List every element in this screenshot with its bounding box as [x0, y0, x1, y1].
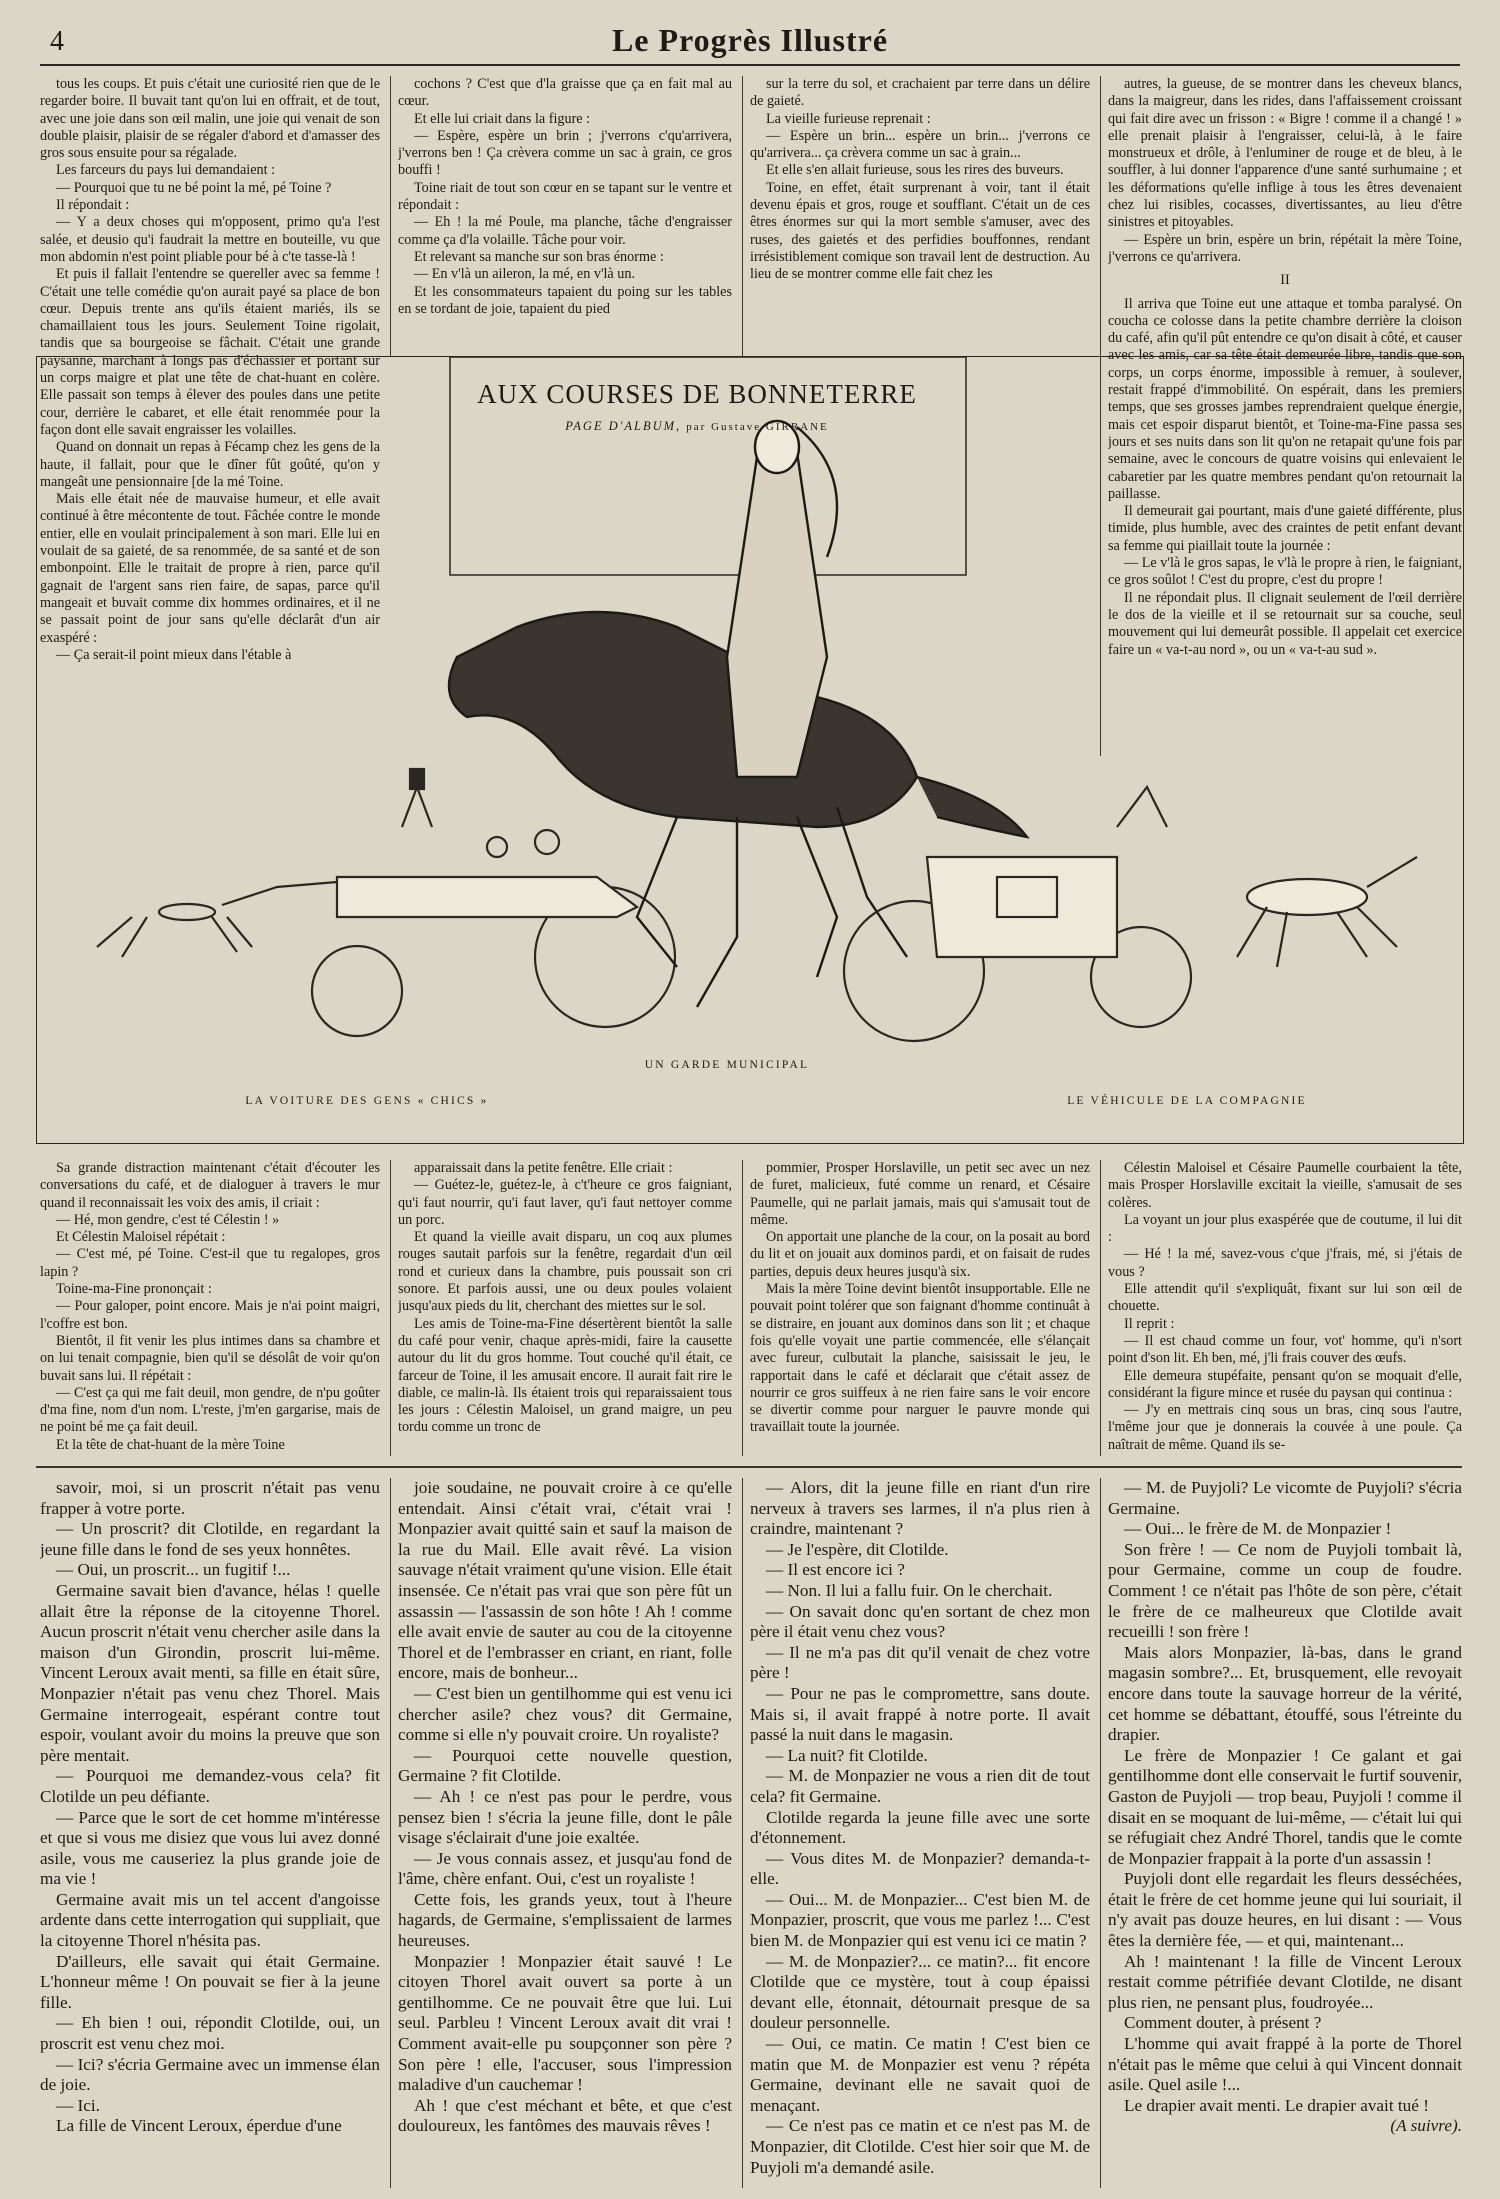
paragraph: La voyant un jour plus exaspérée que de coutume, il lui dit : [1108, 1211, 1462, 1246]
column-rule [390, 1160, 391, 1456]
column-rule [742, 1160, 743, 1456]
paragraph: Les amis de Toine-ma-Fine désertèrent bientôt la salle du café pour venir, chaque après-midi, faire la causette autour du lit du gros homme. Tout couché qu'il était, ce farceur de Toine, il les amusait encore. Il aurait fait rire le diable, ce malin-là. Ils étaient trois qui reparaissaient tous les jours : Célestin Maloisel, un grand maigre, un peu tordu comme un tronc de [398, 1315, 732, 1436]
paragraph: Monpazier ! Monpazier était sauvé ! Le citoyen Thorel avait ouvert sa porte à un gentilhomme. Ce ne pouvait être que lui. Lui seul. Parbleu ! Vincent Leroux avait dit vrai ! Comment avait-elle pu soupçonner son père ? Son père ! elle, l'accuser, sous l'impression maladive d'un cauchemar ! [398, 1951, 732, 2095]
paragraph: — Ah ! ce n'est pas pour le perdre, vous pensez bien ! s'écria la jeune fille, dont le pâle visage s'éclairait d'une joie exaltée. [398, 1786, 732, 1848]
horse-tail [917, 777, 1027, 837]
paragraph: — C'est bien un gentilhomme qui est venu ici chercher asile? chez vous? dit Germaine, comme si elle n'y pouvait croire. Un royaliste? [398, 1683, 732, 1745]
paragraph: tous les coups. Et puis c'était une curiosité rien que de le regarder boire. Il buvait tant qu'on lui en offrait, et de tout, avec une joie dans son œil malin, une joie qui venait de son double plaisir, plaisir de se régaler d'abord et d'amasser des gros sous ensuite pour sa régalade. [40, 76, 380, 162]
caption-right: LE VÉHICULE DE LA COMPAGNIE [1067, 1095, 1307, 1107]
paragraph: — La nuit? fit Clotilde. [766, 1745, 928, 1765]
subtitle-label: PAGE D'ALBUM, [565, 419, 682, 433]
paragraph: Clotilde regarda la jeune fille avec une sorte d'étonnement. [750, 1807, 1090, 1848]
horse-legs-right [1237, 907, 1397, 967]
paragraph: Et relevant sa manche sur son bras énorme : [414, 248, 664, 265]
paragraph: — Pour ne pas le compromettre, sans doute. Mais si, il avait frappé à notre porte. Il avait passé la nuit dans le magasin. [750, 1683, 1090, 1745]
horse-body-central [449, 612, 917, 827]
horse-legs-central [637, 807, 907, 1007]
column-rule [742, 1478, 743, 2188]
paragraph: — Un proscrit? dit Clotilde, en regardant la jeune fille dans le fond de ses yeux honnêtes. [40, 1519, 380, 1559]
paragraph: Il arriva que Toine eut une attaque et tomba paralysé. On coucha ce colosse dans la petite chambre derrière la cloison du café, afin qu'il pût entendre ce qu'on disait à côté, et causer avec les amis, car sa tête était demeurée libre, tandis que son corps, un corps énorme, impossible à remuer, à soulever, restait frappé d'immobilité. On espérait, dans les premiers temps, que ses grosses jambes reprendraient quelque énergie, mais cet espoir disparut bientôt, et Toine-ma-Fine passa ses jours et ses nuits dans son lit qu'on ne retapait qu'une fois par semaine, avec le concours de quatre voisins qui enlevaient le cabaretier par les quatre membres pendant qu'on retournait la paillasse. [1108, 295, 1462, 502]
paragraph: Et puis il fallait l'entendre se quereller avec sa femme ! C'était une telle comédie qu'on aurait payé sa place de bon cœur. Depuis trente ans qu'ils étaient mariés, ils se chamaillaient tous les jours. Seulement Toine rigolait, tandis que sa bourgeoise se fâchait. C'était une grande paysanne, marchant à longs pas d'échassier et portant sur un corps maigre et plat une tête de chat-huant en colère. Elle passait son temps à élever des poules dans une petite cour, derrière le cabaret, et elle était renommée pour la façon dont elle savait engraisser les volailles. [40, 266, 380, 438]
paragraph: La vieille furieuse reprenait : [766, 110, 931, 127]
paragraph: — M. de Monpazier ne vous a rien dit de tout cela? fit Germaine. [750, 1766, 1090, 1806]
paragraph: D'ailleurs, elle savait qui était Germaine. L'honneur même ! On pouvait se fier à la jeune fille. [40, 1951, 380, 2012]
paragraph: joie soudaine, ne pouvait croire à ce qu'elle entendait. Ainsi c'était vrai, c'était vrai ! Monpazier avait quitté sain et sauf la maison de la rue du Mail. Elle avait rêvé. La vision sauvage n'était vraiment qu'une vision. Elle était insensée. Ce n'était pas vrai que son père fût un assassin — l'assassin de son hôte ! Ah ! comme elle avait envie de sauter au cou de la citoyenne Thorel et de l'embrasser en criant, en riant, folle encore, mais de bonheur... [398, 1478, 732, 1683]
section-rule [36, 1466, 1462, 1468]
illustration-title: AUX COURSES DE BONNETERRE [477, 379, 917, 409]
middle-column-1 [40, 1160, 380, 1460]
paragraph: Toine riait de tout son cœur en se tapant sur le ventre et répondait : [398, 179, 732, 214]
horse-neck-right [1367, 857, 1417, 887]
paragraph: — Oui, ce matin. Ce matin ! C'est bien ce matin que M. de Monpazier est venu ? répéta Germaine, devinant elle ne savait quoi de menaçant. [750, 2034, 1090, 2115]
paragraph: — Le v'là le gros sapas, le v'là le propre à rien, le faigniant, ce gros soûlot ! C'est du propre, c'est du propre ! [1108, 555, 1462, 589]
left-carriage-drawing [97, 769, 675, 1036]
paragraph: Le drapier avait menti. Le drapier avait tué ! [1124, 2095, 1429, 2115]
column-rule [390, 1478, 391, 2188]
paragraph: — Parce que le sort de cet homme m'intéresse et que si vous me disiez que vous lui avez donné asile, vous me causeriez la plus grande joie de ma vie ! [40, 1807, 380, 1889]
paragraph: Le frère de Monpazier ! Ce galant et gai gentilhomme dont elle conservait le furtif souvenir, Gaston de Puyjoli — trop beau, Puyjoli ! comme il disait en se moquant de lui-même, — c'était lui qui se réfugiait chez André Thorel, tandis que le comte de Monpazier frappait à la porte d'un assassin ! [1108, 1745, 1462, 1868]
illustration-frame [36, 356, 1464, 1144]
paragraph: Il ne répondait plus. Il clignait seulement de l'œil derrière le dos de la vieille et il se retournait sur sa couche, seul mouvement qui lui demeurât possible. Il appelait cet exercice faire un « va-t-au nord », ou un « va-t-au sud ». [1108, 589, 1462, 658]
paragraph: — Espère un brin, espère un brin, répétait la mère Toine, j'verrons ce qu'arrivera. [1108, 231, 1462, 265]
driver-hat [410, 769, 424, 789]
paragraph: L'homme qui avait frappé à la porte de Thorel n'était pas le même que celui à qui Vincent donnait asile. Quel asile !... [1108, 2034, 1462, 2095]
paragraph: — On savait donc qu'en sortant de chez mon père il était venu chez vous? [750, 1601, 1090, 1642]
paragraph: Cette fois, les grands yeux, tout à l'heure hagards, de Germaine, s'emplissaient de larmes heureuses. [398, 1889, 732, 1951]
paragraph: Et elle lui criait dans la figure : [414, 110, 591, 127]
paragraph: Et quand la vieille avait disparu, un coq aux plumes rouges sautait parfois sur la fenêtre, regardait d'un œil rond et curieux dans la chambre, puis poussait son cri sonore. Et parfois aussi, une ou deux poules volaient jusqu'aux pieds du lit, cherchant des miettes sur le sol. [398, 1229, 732, 1315]
caption-left: LA VOITURE DES GENS « CHICS » [245, 1095, 489, 1107]
paragraph: savoir, moi, si un proscrit n'était pas venu frapper à votre porte. [40, 1478, 380, 1518]
harness-line [222, 882, 337, 905]
paragraph: — Pourquoi que tu ne bé point la mé, pé Toine ? [56, 179, 332, 196]
paragraph: — Oui... le frère de M. de Monpazier ! [1124, 1519, 1392, 1539]
paragraph: Les farceurs du pays lui demandaient : [56, 162, 276, 179]
paragraph: Sa grande distraction maintenant c'était d'écouter les conversations du café, et de dialoguer à travers le mur quand il reconnaissait les voix des amis, il criait : [40, 1160, 380, 1211]
paragraph: Elle demeura stupéfaite, pensant qu'on se moquait d'elle, considérant la figure mince et rusée du paysan qui continua : [1108, 1367, 1462, 1401]
paragraph: Il répondait : [56, 197, 130, 214]
paragraph: — M. de Monpazier?... ce matin?... fit encore Clotilde que ce mystère, tout à coup épaissi devant elle, étonnait, détournait presque de sa douleur personnelle. [750, 1951, 1090, 2033]
paragraph: Célestin Maloisel et Césaire Paumelle courbaient la tête, mais Prosper Horslaville excitait la vieille, s'amusait de ses colères. [1108, 1160, 1462, 1211]
paragraph: Et Célestin Maloisel répétait : [56, 1229, 226, 1246]
paragraph: — C'est mé, pé Toine. C'est-il que tu regalopes, gros lapin ? [40, 1246, 380, 1280]
horse-legs-left [97, 917, 252, 957]
paragraph: — Pourquoi cette nouvelle question, Germaine ? fit Clotilde. [398, 1745, 732, 1786]
paragraph: — C'est ça qui me fait deuil, mon gendre, de n'pu goûter d'ma fine, nom d'un nom. L'reste, j'm'en gargarise, mais de ne point bé me ça fait deuil. [40, 1384, 380, 1436]
paragraph: autres, la gueuse, de se montrer dans les cheveux blancs, dans la maigreur, dans les rides, dans l'affaissement croissant qui fait dire avec un frisson : « Bigre ! comme il a changé ! » elle prenait plaisir à l'engraisser, celui-là, à le faire monstrueux et drôle, à l'enluminer de rouge et de bleu, à le souffler, à lui donner l'apparence d'une santé surhumaine ; et les déformations qu'elle inflige à tous les êtres devenaient chez lui risibles, cocasses, divertissantes, au lieu d'être sinistres et pitoyables. [1108, 76, 1462, 231]
column-rule [1100, 1478, 1101, 2188]
paragraph: — Pourquoi me demandez-vous cela? fit Clotilde un peu défiante. [40, 1766, 380, 1806]
paragraph: Ah ! maintenant ! la fille de Vincent Leroux restait comme pétrifiée devant Clotilde, ne disant plus rien, ne pensant plus, foudroyée... [1108, 1951, 1462, 2012]
paragraph: — Espère un brin... espère un brin... j'verrons ce qu'arrivera... ça crèvera comme un sac à grain... [750, 127, 1090, 162]
paragraph: — Ça serait-il point mieux dans l'étable à [56, 646, 292, 663]
top-column-3 [750, 76, 1090, 351]
to-be-continued: (A suivre). [1390, 2116, 1462, 2136]
coachman-figure [1117, 787, 1167, 827]
paragraph: — Eh ! la mé Poule, ma planche, tâche d'engraisser comme ça d'la volaille. Tâche pour voir. [398, 214, 732, 248]
paragraph: Il reprit : [1124, 1315, 1175, 1332]
page-header [40, 20, 1460, 66]
passenger-2 [535, 830, 559, 854]
paragraph: apparaissait dans la petite fenêtre. Elle criait : [414, 1160, 673, 1176]
paragraph: Mais elle était née de mauvaise humeur, et elle avait continué à être mécontente de tout. Fâchée contre le monde entier, elle en voulait principalement à son mari. Elle lui en voulait de sa gaieté, de sa renommée, de sa santé et de son embonpoint. Elle le traitait de propre à rien, parce qu'il gagnait de l'argent sans rien faire, de sapas, parce qu'il mangeait et buvait comme dix hommes ordinaires, et il ne se passait point de jour sans qu'elle déclarât d'un air exaspéré : [40, 491, 380, 646]
masthead: Le Progrès Illustré [611, 22, 889, 58]
paragraph: Quand on donnait un repas à Fécamp chez les gens de la haute, il fallait, pour que le dîner fût goûté, qu'on y mangeât une pensionnaire [de la mé Toine. [40, 439, 380, 490]
paragraph: — Ce n'est pas ce matin et ce n'est pas M. de Monpazier, dit Clotilde. C'est hier soir que M. de Puyjoli m'a demandé asile. [750, 2116, 1090, 2177]
paragraph: — Non. Il lui a fallu fuir. On le cherchait. [766, 1580, 1053, 1600]
paragraph: — Vous dites M. de Monpazier? demanda-t-elle. [750, 1848, 1090, 1889]
paragraph: Mais alors Monpazier, là-bas, dans le grand magasin sombre?... Et, brusquement, elle revoyait encore dans toute la sauvage horreur de la vérité, cet homme se débattant, étouffé, sous l'étreinte du drapier. [1108, 1642, 1462, 1745]
paragraph: Et les consommateurs tapaient du poing sur les tables en se tordant de joie, tapaient du pied [398, 283, 732, 317]
paragraph: Bientôt, il fit venir les plus intimes dans sa chambre et on lui tenait compagnie, bien qu'il se désolât de voir qu'on buvait sans lui. Il répétait : [40, 1332, 380, 1384]
caption-center: UN GARDE MUNICIPAL [644, 1059, 810, 1071]
paragraph: La fille de Vincent Leroux, éperdue d'une [56, 2116, 342, 2136]
paragraph: Puyjoli dont elle regardait les fleurs desséchées, était le frère de cet homme jeune qui lui souriait, il n'y avait pas douze heures, en lui disant : — Vous êtes la dernière fée, — et qui, maintenant... [1108, 1869, 1462, 1951]
paragraph: — En v'là un aileron, la mé, en v'là un. [414, 266, 636, 283]
paragraph: — Alors, dit la jeune fille en riant d'un rire nerveux à travers ses larmes, il n'a plus rien à craindre, maintenant ? [750, 1478, 1090, 1539]
passenger-1 [487, 837, 507, 857]
bottom-column-2 [398, 1478, 732, 2188]
right-carriage-drawing [844, 787, 1417, 1041]
paragraph: — Espère, espère un brin ; j'verrons c'qu'arrivera, j'verrons ben ! Ça crèvera comme un sac à grain, ce gros bouffi ! [398, 127, 732, 179]
paragraph: — J'y en mettrais cinq sous un bras, cinq sous l'autre, l'même jour que je donnerais la couvée à une poule. Ça naîtrait de même. Quand ils se- [1108, 1402, 1462, 1453]
paragraph: Germaine savait bien d'avance, hélas ! quelle allait être la réponse de la citoyenne Thorel. Aucun proscrit n'était venu chercher asile dans la maison d'un Girondin, proscrit lui-même. Vincent Leroux avait menti, sa fille en était sûre, Monpazier n'était pas venu chez Thorel. Mais Germaine interrogeait, espérant contre tout espoir, voulant avoir du moins la preuve que son père mentait. [40, 1580, 380, 1765]
horse-race-engraving [37, 357, 1463, 1143]
illustration-author: par Gustave GIRRANE [686, 421, 829, 433]
paragraph: — Oui, un proscrit... un fugitif !... [56, 1560, 291, 1580]
paragraph: — Oui... M. de Monpazier... C'est bien M. de Monpazier, proscrit, que vous me parlez !... C'est bien M. de Monpazier qui est venu ici ce matin ? [750, 1889, 1090, 1951]
middle-column-2 [398, 1160, 732, 1460]
paragraph: Son frère ! — Ce nom de Puyjoli tombait là, pour Germaine, comme un coup de foudre. Comment ! ce n'était pas l'hôte de son père, c'était le frère de ce malheureux que Clotilde avait recueilli ! son frère ! [1108, 1539, 1462, 1642]
paragraph: Il demeurait gai pourtant, mais d'une gaieté différente, plus timide, plus humble, avec des craintes de petit enfant devant sa femme qui piaillait toute la journée : [1108, 503, 1462, 554]
paragraph: cochons ? C'est que d'la graisse que ça en fait mal au cœur. [398, 76, 732, 110]
horse-body-left [159, 904, 215, 920]
paragraph: — Y a deux choses qui m'opposent, primo qu'a l'est salée, et deusio qu'i faudrait la mettre en bouteille, vu que mon abdomin n'est point pliable pour bé à c'te tasse-là ! [40, 214, 380, 265]
paragraph: — Je l'espère, dit Clotilde. [766, 1539, 949, 1559]
column-rule [390, 76, 391, 356]
paragraph: — Pour galoper, point encore. Mais je n'ai point maigri, l'coffre est bon. [40, 1298, 380, 1332]
paragraph: Et la tête de chat-huant de la mère Toine [56, 1436, 285, 1453]
paragraph: — Hé, mon gendre, c'est té Célestin ! » [56, 1211, 280, 1228]
page-number: 4 [50, 26, 64, 57]
illustration-subtitle [477, 419, 917, 434]
paragraph: — Ici? s'écria Germaine avec un immense élan de joie. [40, 2054, 380, 2095]
bottom-column-3 [750, 1478, 1090, 2188]
paragraph: Germaine avait mis un tel accent d'angoisse ardente dans cette interrogation qui suppliait, que la citoyenne Thorel n'hésita pas. [40, 1889, 380, 1951]
middle-column-3 [750, 1160, 1090, 1460]
paragraph: pommier, Prosper Horslaville, un petit sec avec un nez de furet, malicieux, futé comme un renard, et Césaire Paumelle, qui ne parlait jamais, mais qui s'amusait tout de même. [750, 1160, 1090, 1228]
paragraph: Mais la mère Toine devint bientôt insupportable. Elle ne pouvait point tolérer que son faignant d'homme continuât à se distraire, en jouant aux dominos dans son lit ; et chaque fois qu'elle voyait une partie commencée, elle s'élançait avec fureur, culbutait la planche, saisissait le jeu, le rapportait dans le café et déclarait que c'était assez de nourrir ce gros suiffeux à ne rien faire sans le voir encore se divertir comme pour narguer le pauvre monde qui travaillait toute la journée. [750, 1281, 1090, 1436]
paragraph: Ah ! que c'est méchant et bête, et que c'est douloureux, les fantômes des mauvais rêves ! [398, 2095, 732, 2136]
column-rule [742, 76, 743, 356]
paragraph: — Il est chaud comme un four, vot' homme, qu'i n'sort point d'son lit. Eh ben, mé, j'li frais couver des œufs. [1108, 1332, 1462, 1367]
coach-body [927, 857, 1117, 957]
paragraph: — M. de Puyjoli? Le vicomte de Puyjoli? s'écria Germaine. [1108, 1478, 1462, 1518]
bottom-column-1 [40, 1478, 380, 2188]
paragraph: Comment douter, à présent ? [1124, 2013, 1322, 2033]
paragraph: — Il ne m'a pas dit qu'il venait de chez votre père ! [750, 1642, 1090, 1683]
driver-figure [402, 787, 432, 827]
paragraph: — Guétez-le, guétez-le, à c't'heure ce gros faigniant, qu'i faut nourrir, qu'i faut laver, qu'i faut nettoyer comme un porc. [398, 1177, 732, 1228]
bottom-column-4 [1108, 1478, 1462, 2188]
paragraph: — Il est encore ici ? [766, 1560, 905, 1580]
paragraph: Et elle s'en allait furieuse, sous les rires des buveurs. [766, 162, 1064, 179]
top-column-2 [398, 76, 732, 351]
carriage-body [337, 877, 637, 917]
paragraph: — Je vous connais assez, et jusqu'au fond de l'âme, chère enfant. Oui, c'est un royaliste ! [398, 1848, 732, 1889]
paragraph: sur la terre du sol, et crachaient par terre dans un délire de gaieté. [750, 76, 1090, 110]
column-rule [1100, 1160, 1101, 1456]
carriage-wheel-front [312, 946, 402, 1036]
paragraph: Toine-ma-Fine prononçait : [56, 1281, 212, 1298]
paragraph: — Ici. [56, 2095, 100, 2115]
chapter-heading: II [1280, 272, 1290, 289]
paragraph: On apportait une planche de la cour, on la posait au bord du lit et on jouait aux dominos pardi, et on faisait de rudes parties, depuis deux heures jusqu'à six. [750, 1229, 1090, 1280]
paragraph: Elle attendit qu'il s'expliquât, fixant sur lui son œil de chouette. [1108, 1281, 1462, 1315]
paragraph: — Eh bien ! oui, répondit Clotilde, oui, un proscrit est venu chez moi. [40, 2013, 380, 2054]
paragraph: Toine, en effet, était surprenant à voir, tant il était devenu épais et gros, rouge et soufflant. C'était un de ces êtres énormes sur qui la mort semble s'amuser, avec des ruses, des gaietés et des perfidies bouffonnes, rendant irrésistiblement comique son travail lent de destruction. Au lieu de se montrer comme elle fait chez les [750, 179, 1090, 283]
paragraph: — Hé ! la mé, savez-vous c'que j'frais, mé, si j'étais de vous ? [1108, 1246, 1462, 1280]
middle-column-4 [1108, 1160, 1462, 1460]
